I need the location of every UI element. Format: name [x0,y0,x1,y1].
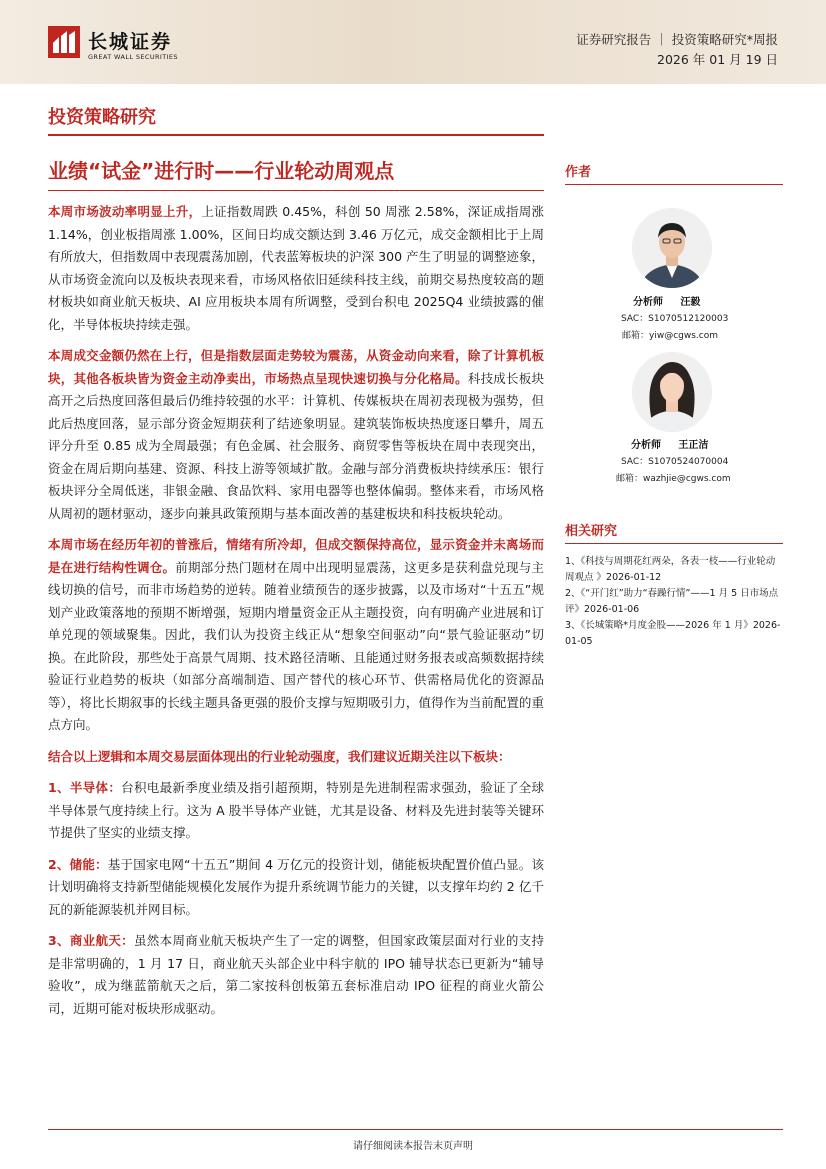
related-research-heading: 相关研究 [565,524,618,539]
report-meta [576,30,778,70]
report-date: 2026 年 01 月 19 日 [657,52,778,67]
author-email: 邮箱：wazhjie@cgws.com [616,474,731,484]
avatar-female-icon [632,352,712,432]
authors-divider [565,184,783,185]
footer-divider [48,1129,783,1130]
paragraph: 3、商业航天：虽然本周商业航天板块产生了一定的调整，但国家政策层面对行业的支持是非常明确的，1 月 17 日，商业航天头部企业中科宇航的 IPO 辅导状态已更新为“辅导验收”，成为继蓝箭航天之后，第二家按科创板第五套标准启动 IPO 征程的商业火箭公司，近期可能对板块形成驱动。 [48,933,544,1016]
related-item[interactable]: 2、《“开门红”助力“春躁行情”——1 月 5 日市场点评》2026-01-06 [565,588,779,615]
related-item[interactable]: 3、《长城策略*月度金股——2026 年 1 月》2026-01-05 [565,620,781,647]
section-title: 投资策略研究 [48,107,156,128]
related-research-list [565,554,783,650]
brand-name: 长城证券 [88,31,173,53]
footer-disclaimer: 请仔细阅读本报告末页声明 [353,1141,473,1152]
paragraph: 结合以上逻辑和本周交易层面体现出的行业轮动强度，我们建议近期关注以下板块： [48,748,511,764]
paragraph: 本周市场在经历年初的普涨后，情绪有所冷却，但成交额保持高位，显示资金并未离场而是在进行结构性调仓。前期部分热门题材在周中出现明显震荡，这更多是获利盘兑现与主线切换的信号，而非市场趋势的逆转。随着业绩预告的逐步披露，以及市场对“十五五”规划产业政策落地的预期不断增强，短期内增量资金正从主题投资，向有明确产业进展和订单兑现的领域聚集。因此，我们认为投资主线正从“想象空间驱动”向“景气验证驱动”切换。在此阶段，那些处于高景气周期、技术路径清晰、且能通过财务报表或高频数据持续验证行业趋势的板块（如部分高端制造、国产替代的核心环节、供需格局优化的资源品等），将比长期叙事的长线主题具备更强的股价支撑与短期吸引力，值得作为当前配置的重点方向。 [48,537,544,732]
report-body [48,201,544,1029]
brand-name-en: GREAT WALL SECURITIES [88,53,178,61]
title-divider [48,190,544,191]
great-wall-logo-icon [48,26,80,58]
author-photo [632,208,712,288]
related-divider [565,543,783,544]
paragraph: 本周成交金额仍然在上行，但是指数层面走势较为震荡，从资金动向来看，除了计算机板块，其他各板块皆为资金主动净卖出，市场热点呈现快速切换与分化格局。科技成长板块高开之后热度回落但最后仍维持较强的水平：计算机、传媒板块在周初表现极为强势，但此后热度回落，显示部分资金短期获利了结迹象明显。建筑装饰板块热度逐日攀升，周五评分升至 0.85 成为全周最强；有色金属、社会服务、商贸零售等板块在周中表现突出，资金在周后期向基建、资源、科技上游等领域扩散。金融与部分消费板块持续承压：银行板块评分全周低迷，非银金融、食品饮料、家用电器等也整体偏弱。整体来看，市场风格从周初的题材驱动，逐步向兼具政策预期与基本面改善的基建板块和科技板块轮动。 [48,348,544,521]
paragraph: 本周市场波动率明显上升，上证指数周跌 0.45%，科创 50 周涨 2.58%，深证成指周涨 1.14%，创业板指周涨 1.00%，区间日均成交额达到 3.46 万亿元，成交金额相比于上周有所放大，但指数周中表现震荡加剧，代表蓝筹板块的沪深 300 产生了明显的调整迹象，从市场资金流向以及板块表现来看，市场风格依旧延续科技主线，前期交易热度较高的题材板块如商业航天板块、AI 应用板块本周有所调整，受到台积电 2025Q4 业绩披露的催化，半导体板块持续走强。 [48,204,544,332]
report-type: 证券研究报告 ｜ 投资策略研究*周报 [576,32,778,47]
paragraph: 1、半导体：台积电最新季度业绩及指引超预期，特别是先进制程需求强劲，验证了全球半导体景气度持续上行。这为 A 股半导体产业链，尤其是设备、材料及先进封装等关键环节提供了坚实的业绩支撑。 [48,780,544,840]
author-sac: SAC：S1070524070004 [621,457,729,467]
author-name: 分析师 王正洁 [631,440,709,451]
authors-heading: 作者 [565,165,592,180]
brand-logo [48,26,188,66]
report-title: 业绩“试金”进行时——行业轮动周观点 [48,159,395,183]
author-name: 分析师 汪毅 [633,297,701,308]
paragraph: 2、储能：基于国家电网“十五五”期间 4 万亿元的投资计划，储能板块配置价值凸显。该计划明确将支持新型储能规模化发展作为提升系统调节能力的关键，以支撑年均约 2 亿千瓦的新能源装机并网目标。 [48,856,545,917]
author-sac: SAC：S1070512120003 [621,314,729,324]
avatar-male-icon [632,208,712,288]
author-photo [632,352,712,432]
author-email: 邮箱：yiw@cgws.com [622,331,718,341]
related-item[interactable]: 1、《科技与周期花红两朵，各表一枝——行业轮动周观点 》2026-01-12 [565,556,776,583]
section-divider [48,134,544,136]
